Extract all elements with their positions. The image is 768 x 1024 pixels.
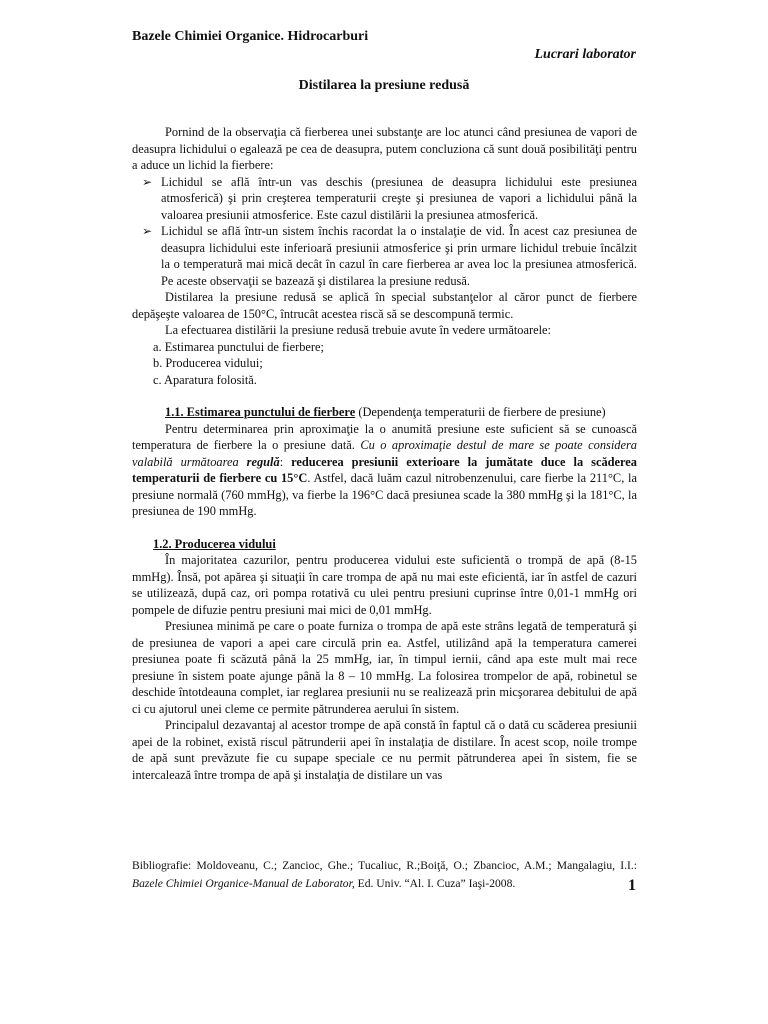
bullet-item [132,174,637,224]
document-body [132,124,637,783]
page-title: Distilarea la presiune redusă [298,78,470,93]
bibliography-footer [132,857,637,893]
bullet-text: Lichidul se află într-un vas deschis (presiunea de deasupra lichidului este presiunea atmosferică) şi prin creşterea temperaturii creşte şi presiunea de vapori a lichidului până la valoarea presiunii atmosferice. Este cazul distilării la presiunea atmosferică. [161,174,637,222]
text-span: . Astfel, dacă luăm cazul nitrobenzenului, care fierbe la 211°C, la presiune normală (760 mmHg), va fierbe la 196°C dacă presiunea scade la 380 mmHg şi la 181°C, la presiunea de 190 mmHg. [132,471,638,518]
section-heading: 1.1. Estimarea punctului de fierbere [165,405,356,419]
paragraph: La efectuarea distilării la presiune redusă trebuie avute în vedere următoarele: [165,323,551,337]
page-number: 1 [628,877,636,894]
paragraph: În majoritatea cazurilor, pentru producerea vidului este suficientă o trompă de apă (8-15 mmHg). Însă, pot apărea şi situaţii în care trompa de apă nu mai este eficientă, iar în astfel de cazuri se utilizează, după caz, ori pompa rotativă cu ulei pentru presiuni cuprinse între 0,01-1 mmHg ori pompele de difuzie pentru presiuni mai mici de 0,01 mmHg. [132,553,637,617]
paragraph [132,421,637,520]
bullet-text: Lichidul se află într-un sistem închis racordat la o instalaţie de vid. În acest caz presiunea de deasupra lichidului este inferioară presiunii atmosferice şi prin urmare lichidul trebuie încălzit la o temperatură mai mică decât în cazul în care fierberea ar avea loc la presiunea atmosferică. Pe aceste observaţii se bazează şi distilarea la presiune redusă. [161,224,637,288]
rule-word: regulă [246,454,280,469]
running-header-right: Lucrari laborator [534,47,636,62]
bold-rule-text: reducerea presiunii exterioare la jumătate duce la scăderea temperaturii de fierbere cu 15°C [132,454,638,485]
text-span: : [279,454,292,469]
footer-text: Bibliografie: Moldoveanu, C.; Zancioc, Ghe.; Tucaliuc, R.;Boiţă, O.; Zbancioc, A.M.; Mangalagiu, I.I.: [132,859,637,872]
running-header-left: Bazele Chimiei Organice. Hidrocarburi [132,29,369,44]
paragraph: Presiunea minimă pe care o poate furniza o trompa de apă este strâns legată de temperatură şi de presiunea de vapori a apei care circulă prin ea. Astfel, utilizând apă la temperatura camerei presiunea poate fi scăzută până la 25 mmHg, iar, în timpul iernii, când apa este mult mai rece presiune în sistem poate ajunge până la 8 – 10 mmHg. La folosirea trompelor de apă, robinetul se deschide întotdeauna complet, iar reglarea presiunii nu se realizează prin micşorarea debitului de apă ci cu ajutorul unei cleme ce permite pătrunderea aerului în sistem. [132,619,637,716]
lettered-list [132,339,637,389]
arrowhead-bullet-icon: ➢ [142,224,153,238]
section-heading-paragraph [132,404,637,421]
bullet-item [132,223,637,289]
section-heading-paragraph [132,536,637,553]
bullet-list [132,174,637,290]
list-item: a. Estimarea punctului de fierbere; [153,339,324,354]
arrowhead-bullet-icon: ➢ [142,174,153,189]
intro-paragraph: Pornind de la observaţia că fierberea unei substanţe are loc atunci când presiunea de vapori de deasupra lichidului o egalează pe cea de deasupra, putem concluziona că sunt două posibilităţi pentru a aduce un lichid la fierbere: [132,125,637,172]
footer-book-title: Bazele Chimiei Organice-Manual de Laborator, [132,877,355,890]
footer-text: Ed. Univ. “Al. I. Cuza” Iaşi-2008. [354,877,516,890]
italic-text: Cu o aproximaţie destul de mare se poate considera valabilă următoarea [132,438,637,469]
section-heading: 1.2. Producerea vidului [153,536,276,551]
list-item: b. Producerea vidului; [153,356,263,370]
paragraph: Principalul dezavantaj al acestor trompe de apă constă în faptul că o dată cu scăderea presiunii apei de la robinet, există riscul pătrunderii apei în instalaţia de distilare. În acest scop, noile trompe de apă sunt prevăzute fie cu supape speciale ce nu permit pătrunderea apei în sistem, fie se intercalează între trompa de apă şi instalaţia de distilare un vas [132,718,637,782]
text-span: Pentru determinarea prin aproximaţie la o anumită presiune este suficient să se cunoască temperatura de fierbere la o presiune dată. [132,421,637,452]
section-heading-note: (Dependenţa temperaturii de fierbere de presiune) [355,405,606,419]
list-item: c. Aparatura folosită. [153,372,257,387]
paragraph: Distilarea la presiune redusă se aplică în special substanţelor al căror punct de fierbere depăşeşte valoarea de 150°C, întrucât acestea riscă să se descompună termic. [132,290,637,321]
